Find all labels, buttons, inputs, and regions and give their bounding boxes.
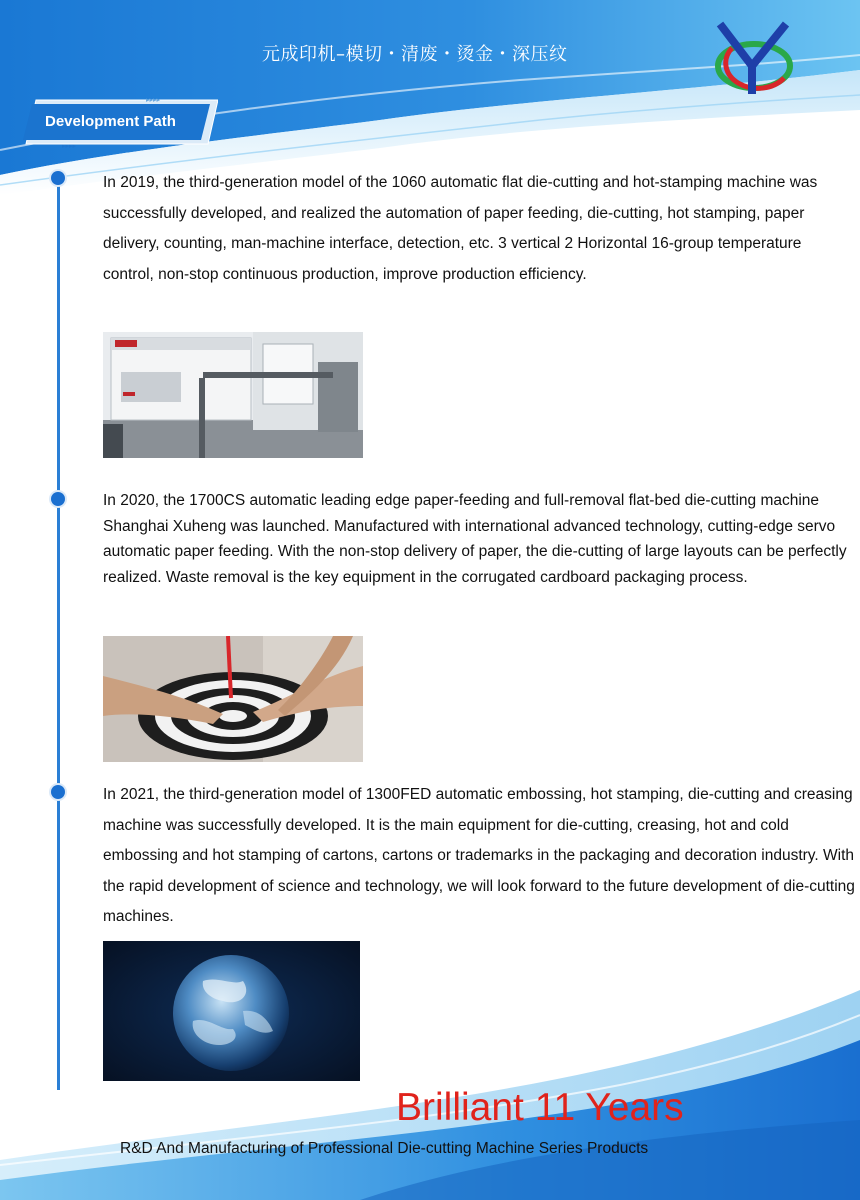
- timeline-dot: [51, 785, 65, 799]
- timeline-entry-2020-text: In 2020, the 1700CS automatic leading edge paper-feeding and full-removal flat-bed die-cutting machine Shanghai Xuheng was launched. Manufactured with international advanced technology, cutting-edge servo automatic paper feeding. With the non-stop delivery of paper, the die-cutting of large layouts can be perfectly realized. Waste removal is the key equipment in the corrugated cardboard packaging process.: [103, 492, 847, 586]
- footer-title: Brilliant 11 Years: [396, 1086, 684, 1129]
- timeline-dot: [51, 171, 65, 185]
- footer-subtitle: R&D And Manufacturing of Professional Die-cutting Machine Series Products: [120, 1140, 649, 1157]
- svg-text:▸▸▸▸: ▸▸▸▸: [62, 142, 77, 148]
- timeline-entry-2019-text: In 2019, the third-generation model of the 1060 automatic flat die-cutting and hot-stamping machine was successfully developed, and realized the automation of paper feeding, die-cutting, hot stamping, paper delivery, counting, man-machine interface, detection, etc. 3 vertical 2 Horizontal 16-group temperature control, non-stop continuous production, improve production efficiency.: [103, 174, 818, 283]
- footer-wave-background: [0, 960, 860, 1200]
- timeline-dot: [51, 492, 65, 506]
- die-cutting-machine-photo: [103, 332, 363, 458]
- section-title: Development Path: [45, 113, 176, 130]
- header-tagline: 元成印机–模切・清废・烫金・深压纹: [262, 44, 568, 65]
- section-title-badge: [18, 96, 218, 148]
- yc-logo-icon: [712, 18, 796, 98]
- svg-text:▸▸▸▸: ▸▸▸▸: [146, 96, 161, 104]
- timeline-entry-2021-text: In 2021, the third-generation model of 1300FED automatic embossing, hot stamping, die-cutting and creasing machine was successfully developed. It is the main equipment for die-cutting, creasing, hot and cold embossing and hot stamping of cartons, cartons or trademarks in the packaging and decoration industry. With the rapid development of science and technology, we will look forward to the future development of die-cutting machines.: [103, 786, 855, 925]
- timeline-line: [57, 178, 60, 1090]
- dartboard-hands-photo: [103, 636, 363, 762]
